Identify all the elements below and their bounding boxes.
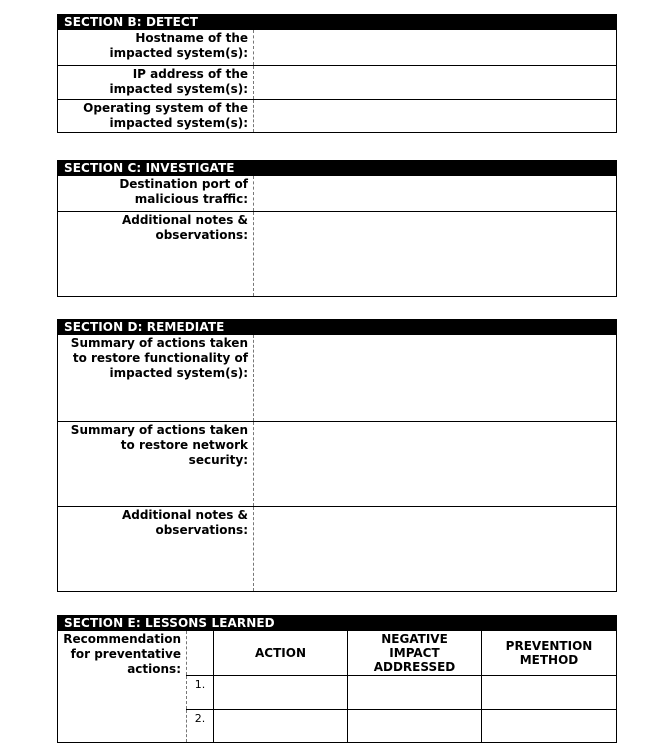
operating-system-label: Operating system of the impacted system(s):: [58, 100, 254, 132]
action-column-header: ACTION: [214, 631, 348, 675]
section-c-header: SECTION C: INVESTIGATE: [58, 161, 616, 176]
recommendation-table: [186, 631, 616, 742]
hostname-row: [58, 30, 616, 65]
table-row: [187, 709, 617, 742]
hostname-field[interactable]: [254, 30, 616, 65]
investigate-notes-row: [58, 211, 616, 296]
negative-impact-cell[interactable]: [348, 675, 482, 709]
remediate-notes-row: [58, 506, 616, 591]
ip-address-row: [58, 65, 616, 99]
section-c: [57, 160, 617, 297]
action-cell[interactable]: [214, 709, 348, 742]
table-header-row: [187, 631, 617, 675]
row-number: 1.: [187, 675, 214, 709]
restore-security-label: Summary of actions taken to restore network security:: [58, 422, 254, 506]
prevention-method-column-header: PREVENTION METHOD: [482, 631, 617, 675]
section-e-header: SECTION E: LESSONS LEARNED: [58, 616, 616, 631]
section-d-header: SECTION D: REMEDIATE: [58, 320, 616, 335]
section-b-header: SECTION B: DETECT: [58, 15, 616, 30]
prevention-method-cell[interactable]: [482, 675, 617, 709]
remediate-notes-field[interactable]: [254, 507, 616, 591]
section-b: [57, 14, 617, 133]
lessons-learned-body: [58, 631, 616, 742]
recommendation-label: Recommendation for preventative actions:: [63, 632, 181, 676]
restore-functionality-field[interactable]: [254, 335, 616, 421]
investigate-notes-label: Additional notes & observations:: [58, 212, 254, 296]
negative-impact-column-header: NEGATIVE IMPACT ADDRESSED: [348, 631, 482, 675]
hostname-label: Hostname of the impacted system(s):: [58, 30, 254, 65]
restore-security-field[interactable]: [254, 422, 616, 506]
negative-impact-cell[interactable]: [348, 709, 482, 742]
section-d: [57, 319, 617, 592]
restore-functionality-label: Summary of actions taken to restore functionality of impacted system(s):: [58, 335, 254, 421]
table-row: [187, 675, 617, 709]
operating-system-row: [58, 99, 616, 132]
destination-port-row: [58, 176, 616, 211]
investigate-notes-field[interactable]: [254, 212, 616, 296]
ip-address-label: IP address of the impacted system(s):: [58, 66, 254, 99]
restore-security-row: [58, 421, 616, 506]
action-cell[interactable]: [214, 675, 348, 709]
destination-port-field[interactable]: [254, 176, 616, 211]
remediate-notes-label: Additional notes & observations:: [58, 507, 254, 591]
ip-address-field[interactable]: [254, 66, 616, 99]
number-column-header: [187, 631, 214, 675]
destination-port-label: Destination port of malicious traffic:: [58, 176, 254, 211]
section-e: [57, 615, 617, 743]
restore-functionality-row: [58, 335, 616, 421]
operating-system-field[interactable]: [254, 100, 616, 132]
row-number: 2.: [187, 709, 214, 742]
prevention-method-cell[interactable]: [482, 709, 617, 742]
